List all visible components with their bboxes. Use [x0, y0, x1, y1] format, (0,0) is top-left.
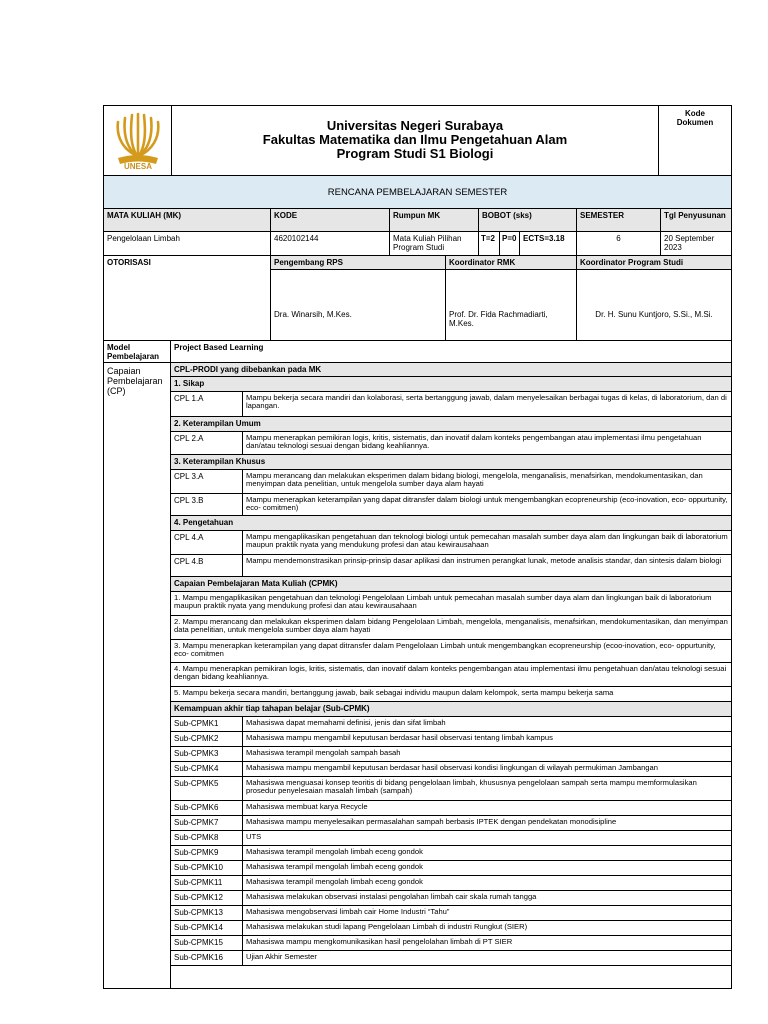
cpl-3a-text: Mampu merancang dan melakukan eksperimen dalam bidang biologi, mengelola, menganalisis, menafsirkan, mendokumentasikan, dan menyimpan data penelitian, untuk mengelola sumber daya alam hayati — [243, 470, 731, 494]
subcpmk-code: Sub-CPMK13 — [171, 906, 243, 921]
subcpmk-code: Sub-CPMK3 — [171, 747, 243, 762]
rps-document — [103, 105, 732, 989]
bobot-t-value: T=2 — [479, 232, 500, 256]
rumpun-value: Mata Kuliah Pilihan Program Studi — [390, 232, 479, 256]
subcpmk-code: Sub-CPMK15 — [171, 936, 243, 951]
mata-kuliah-value: Pengelolaan Limbah — [104, 232, 271, 256]
bobot-ects-value: ECTS=3.18 — [520, 232, 577, 256]
model-pembelajaran-value: Project Based Learning — [171, 341, 731, 363]
header-bobot: BOBOT (sks) — [479, 209, 577, 232]
subcpmk-code: Sub-CPMK7 — [171, 816, 243, 831]
cpmk-heading: Capaian Pembelajaran Mata Kuliah (CPMK) — [171, 577, 731, 592]
kode-value: 4620102144 — [271, 232, 390, 256]
faculty-name: Fakultas Matematika dan Ilmu Pengetahuan Alam — [262, 132, 568, 147]
cpl-4b-code: CPL 4.B — [171, 555, 243, 577]
cpl-prodi-heading: CPL-PRODI yang dibebankan pada MK — [171, 363, 731, 377]
subcpmk-text: Mahasiswa mampu mengkomunikasikan hasil pengelolahan limbah di PT SIER — [243, 936, 731, 951]
header-kode: KODE — [271, 209, 390, 232]
cpl-4b-text: Mampu mendemonstrasikan prinsip-prinsip dasar aplikasi dan instrumen perangkat lunak, metode analisis standar, dan sintesis dalam biologi — [243, 555, 731, 577]
subcpmk-heading: Kemampuan akhir tiap tahapan belajar (Sub-CPMK) — [171, 702, 731, 717]
subcpmk-text: Mahasiswa mampu mengambil keputusan berdasar hasil observasi tentang limbah kampus — [243, 732, 731, 747]
cpl-4a-text: Mampu mengaplikasikan pengetahuan dan teknologi biologi untuk pemecahan masalah sumber daya alam dan lingkungan baik di laboratorium maupun praktik nyata yang mendukung profesi dan atau kewirausahaan — [243, 531, 731, 555]
cpmk-item-3: 3. Mampu menerapkan keterampilan yang dapat ditransfer dalam Pengelolaan Limbah untuk mengembangkan ecopreneurship (ecoo-inovation, eco- oppurtunity, eco- comitmen — [171, 640, 731, 663]
logo-text: UNESA — [123, 162, 152, 171]
cpmk-item-1: 1. Mampu mengaplikasikan pengetahuan dan teknologi Pengelolaan Limbah untuk pemecahan masalah sumber daya alam dan lingkungan baik di laboratorium maupun praktik nyata yang mendukung profesi dan atau kewirausahaan — [171, 592, 731, 616]
bobot-p-value: P=0 — [500, 232, 520, 256]
header-semester: SEMESTER — [577, 209, 661, 232]
cpl-1a-code: CPL 1.A — [171, 392, 243, 417]
header-rumpun: Rumpun MK — [390, 209, 479, 232]
cpl-3b-code: CPL 3.B — [171, 494, 243, 516]
subcpmk-text: Ujian Akhir Semester — [243, 951, 731, 966]
subcpmk-text: Mahasiswa dapat memahami definisi, jenis dan sifat limbah — [243, 717, 731, 732]
subcpmk-code: Sub-CPMK12 — [171, 891, 243, 906]
subcpmk-code: Sub-CPMK6 — [171, 801, 243, 816]
header-mata-kuliah: MATA KULIAH (MK) — [104, 209, 271, 232]
koordinator-prodi-name: Dr. H. Sunu Kuntjoro, S.Si., M.Si. — [577, 270, 731, 341]
cpmk-item-4: 4. Mampu menerapkan pemikiran logis, kritis, sistematis, dan inovatif dalam konteks pengembangan atau implementasi ilmu pengetahuan dan/atau teknologi sesuai dengan bidang keahliannya. — [171, 663, 731, 687]
subcpmk-text: Mahasiswa mampu mengambil keputusan berdasar hasil observasi kondisi lingkungan di wilayah permukiman Jambangan — [243, 762, 731, 777]
header-tgl-penyusunan: Tgl Penyusunan — [661, 209, 731, 232]
pengetahuan-heading: 4. Pengetahuan — [171, 516, 731, 531]
keterampilan-umum-heading: 2. Keterampilan Umum — [171, 417, 731, 432]
cpl-3b-text: Mampu menerapkan keterampilan yang dapat ditransfer dalam biologi untuk mengembangkan ecopreneurship (eco-inovation, eco- oppurtunity, eco- comitmen) — [243, 494, 731, 516]
cpl-1a-text: Mampu bekerja secara mandiri dan kolaborasi, serta bertanggung jawab, dalam menyelesaikan berbagai tugas di kelas, di laboratorium, dan di lapangan. — [243, 392, 731, 417]
subcpmk-text: Mahasiswa terampil mengolah sampah basah — [243, 747, 731, 762]
otorisasi-label: OTORISASI — [104, 256, 271, 341]
cpl-3a-code: CPL 3.A — [171, 470, 243, 494]
semester-value: 6 — [577, 232, 661, 256]
subcpmk-code: Sub-CPMK2 — [171, 732, 243, 747]
subcpmk-code: Sub-CPMK8 — [171, 831, 243, 846]
subcpmk-code: Sub-CPMK1 — [171, 717, 243, 732]
unesa-logo — [104, 106, 172, 176]
koordinator-rmk-label: Koordinator RMK — [446, 256, 577, 270]
university-name: Universitas Negeri Surabaya — [326, 118, 504, 133]
subcpmk-code: Sub-CPMK16 — [171, 951, 243, 966]
header-title-block — [172, 106, 658, 176]
capaian-pembelajaran-label: Capaian Pembelajaran (CP) — [104, 363, 171, 988]
subcpmk-code: Sub-CPMK5 — [171, 777, 243, 801]
cpl-2a-text: Mampu menerapkan pemikiran logis, kritis, sistematis, dan inovatif dalam konteks pengembangan atau implementasi ilmu pengetahuan dan/atau teknologi sesuai dengan bidang keahliannya. — [243, 432, 731, 455]
subcpmk-code: Sub-CPMK14 — [171, 921, 243, 936]
subcpmk-text: Mahasiswa terampil mengolah limbah eceng gondok — [243, 876, 731, 891]
tgl-penyusunan-value: 20 September 2023 — [661, 232, 731, 256]
subcpmk-text: Mahasiswa mampu menyelesaikan permasalahan sampah berbasis IPTEK dengan pendekatan monodisipline — [243, 816, 731, 831]
document-title: RENCANA PEMBELAJARAN SEMESTER — [104, 176, 731, 209]
subcpmk-code: Sub-CPMK4 — [171, 762, 243, 777]
program-name: Program Studi S1 Biologi — [336, 146, 494, 161]
subcpmk-text: Mahasiswa melakukan studi lapang Pengelolaan Limbah di industri Rungkut (SIER) — [243, 921, 731, 936]
kode-dokumen-label: Kode Dokumen — [658, 106, 731, 176]
subcpmk-text: Mahasiswa mengobservasi limbah cair Home Industri “Tahu” — [243, 906, 731, 921]
subcpmk-code: Sub-CPMK10 — [171, 861, 243, 876]
subcpmk-text: UTS — [243, 831, 731, 846]
cpl-2a-code: CPL 2.A — [171, 432, 243, 455]
subcpmk-text: Mahasiswa terampil mengolah limbah eceng gondok — [243, 861, 731, 876]
subcpmk-text: Mahasiswa terampil mengolah limbah eceng gondok — [243, 846, 731, 861]
subcpmk-text: Mahasiswa melakukan observasi instalasi pengolahan limbah cair skala rumah tangga — [243, 891, 731, 906]
model-pembelajaran-label: Model Pembelajaran — [104, 341, 171, 363]
keterampilan-khusus-heading: 3. Keterampilan Khusus — [171, 455, 731, 470]
koordinator-prodi-label: Koordinator Program Studi — [577, 256, 731, 270]
subcpmk-code: Sub-CPMK9 — [171, 846, 243, 861]
subcpmk-text: Mahasiswa membuat karya Recycle — [243, 801, 731, 816]
cpmk-item-5: 5. Mampu bekerja secara mandiri, bertanggung jawab, baik sebagai individu maupun dalam kelompok, serta mampu bekerja sama — [171, 687, 731, 702]
subcpmk-text: Mahasiswa menguasai konsep teoritis di bidang pengelolaan limbah, khususnya pengelolaan sampah serta mampu memformulasikan prosedur penyelesaian masalah limbah (sampah) — [243, 777, 731, 801]
cpmk-item-2: 2. Mampu merancang dan melakukan eksperimen dalam bidang Pengelolaan Limbah, mengelola, menganalisis, menafsirkan, mendokumentasikan, dan menyimpan data penelitian, untuk mengelola sumber daya alam hayati — [171, 616, 731, 640]
subcpmk-code: Sub-CPMK11 — [171, 876, 243, 891]
sikap-heading: 1. Sikap — [171, 377, 731, 392]
pengembang-rps-label: Pengembang RPS — [271, 256, 446, 270]
koordinator-rmk-name: Prof. Dr. Fida Rachmadiarti, M.Kes. — [446, 270, 577, 341]
pengembang-rps-name: Dra. Winarsih, M.Kes. — [271, 270, 446, 341]
cpl-4a-code: CPL 4.A — [171, 531, 243, 555]
